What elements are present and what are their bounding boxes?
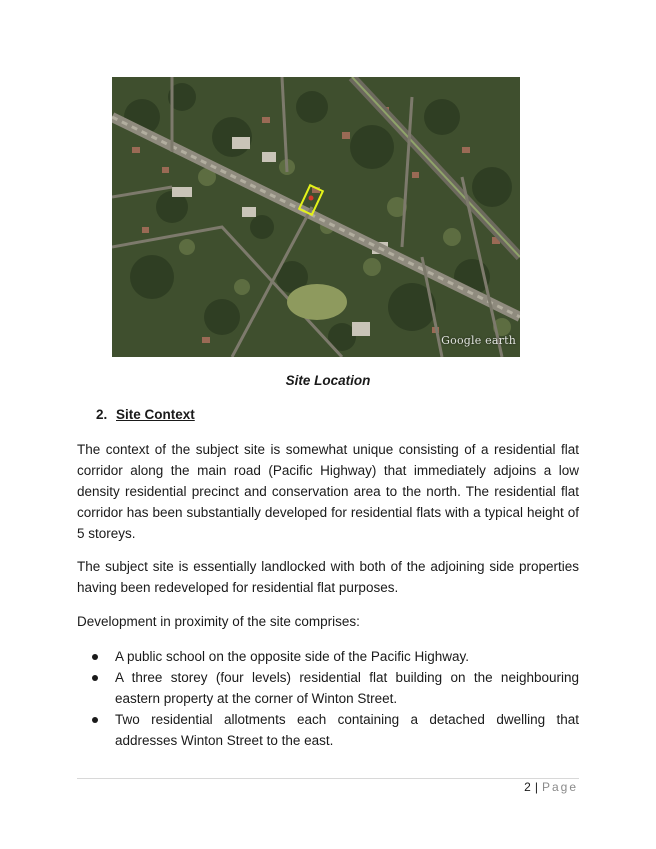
- aerial-map-image: [112, 77, 520, 357]
- footer-divider: [77, 778, 579, 779]
- list-item: [77, 646, 579, 667]
- bullet-icon: [92, 717, 98, 723]
- list-item-text: A public school on the opposite side of the Pacific Highway.: [115, 649, 469, 664]
- footer-separator: |: [534, 780, 538, 794]
- bullet-icon: [92, 675, 98, 681]
- figure-caption: Site Location: [285, 373, 371, 388]
- section-title: Site Context: [116, 407, 195, 422]
- list-item: [77, 709, 579, 751]
- list-item-text: Two residential allotments each containing a detached dwelling that addresses Winton Street to the east.: [115, 712, 579, 748]
- page-number: 2: [524, 780, 531, 794]
- bullet-icon: [92, 654, 98, 660]
- paragraph-context: The context of the subject site is somewhat unique consisting of a residential flat corridor along the main road (Pacific Highway) that immediately adjoins a low density residential precinct and conservation area to the north. The residential flat corridor has been substantially developed for residential flats with a typical height of 5 storeys.: [77, 442, 579, 541]
- paragraph-landlocked: The subject site is essentially landlocked with both of the adjoining side properties having been redeveloped for residential flat purposes.: [77, 559, 579, 595]
- page-footer: [524, 780, 578, 794]
- section-heading: [96, 407, 195, 422]
- paragraph-development-intro: Development in proximity of the site comprises:: [77, 614, 360, 629]
- section-number: 2.: [96, 407, 108, 422]
- list-item: [77, 667, 579, 709]
- aerial-site-photo: [112, 77, 520, 357]
- map-watermark: Google earth: [441, 334, 516, 347]
- development-list: [77, 646, 579, 751]
- list-item-text: A three storey (four levels) residential flat building on the neighbouring eastern property at the corner of Winton Street.: [115, 670, 579, 706]
- page-label: Page: [541, 780, 578, 794]
